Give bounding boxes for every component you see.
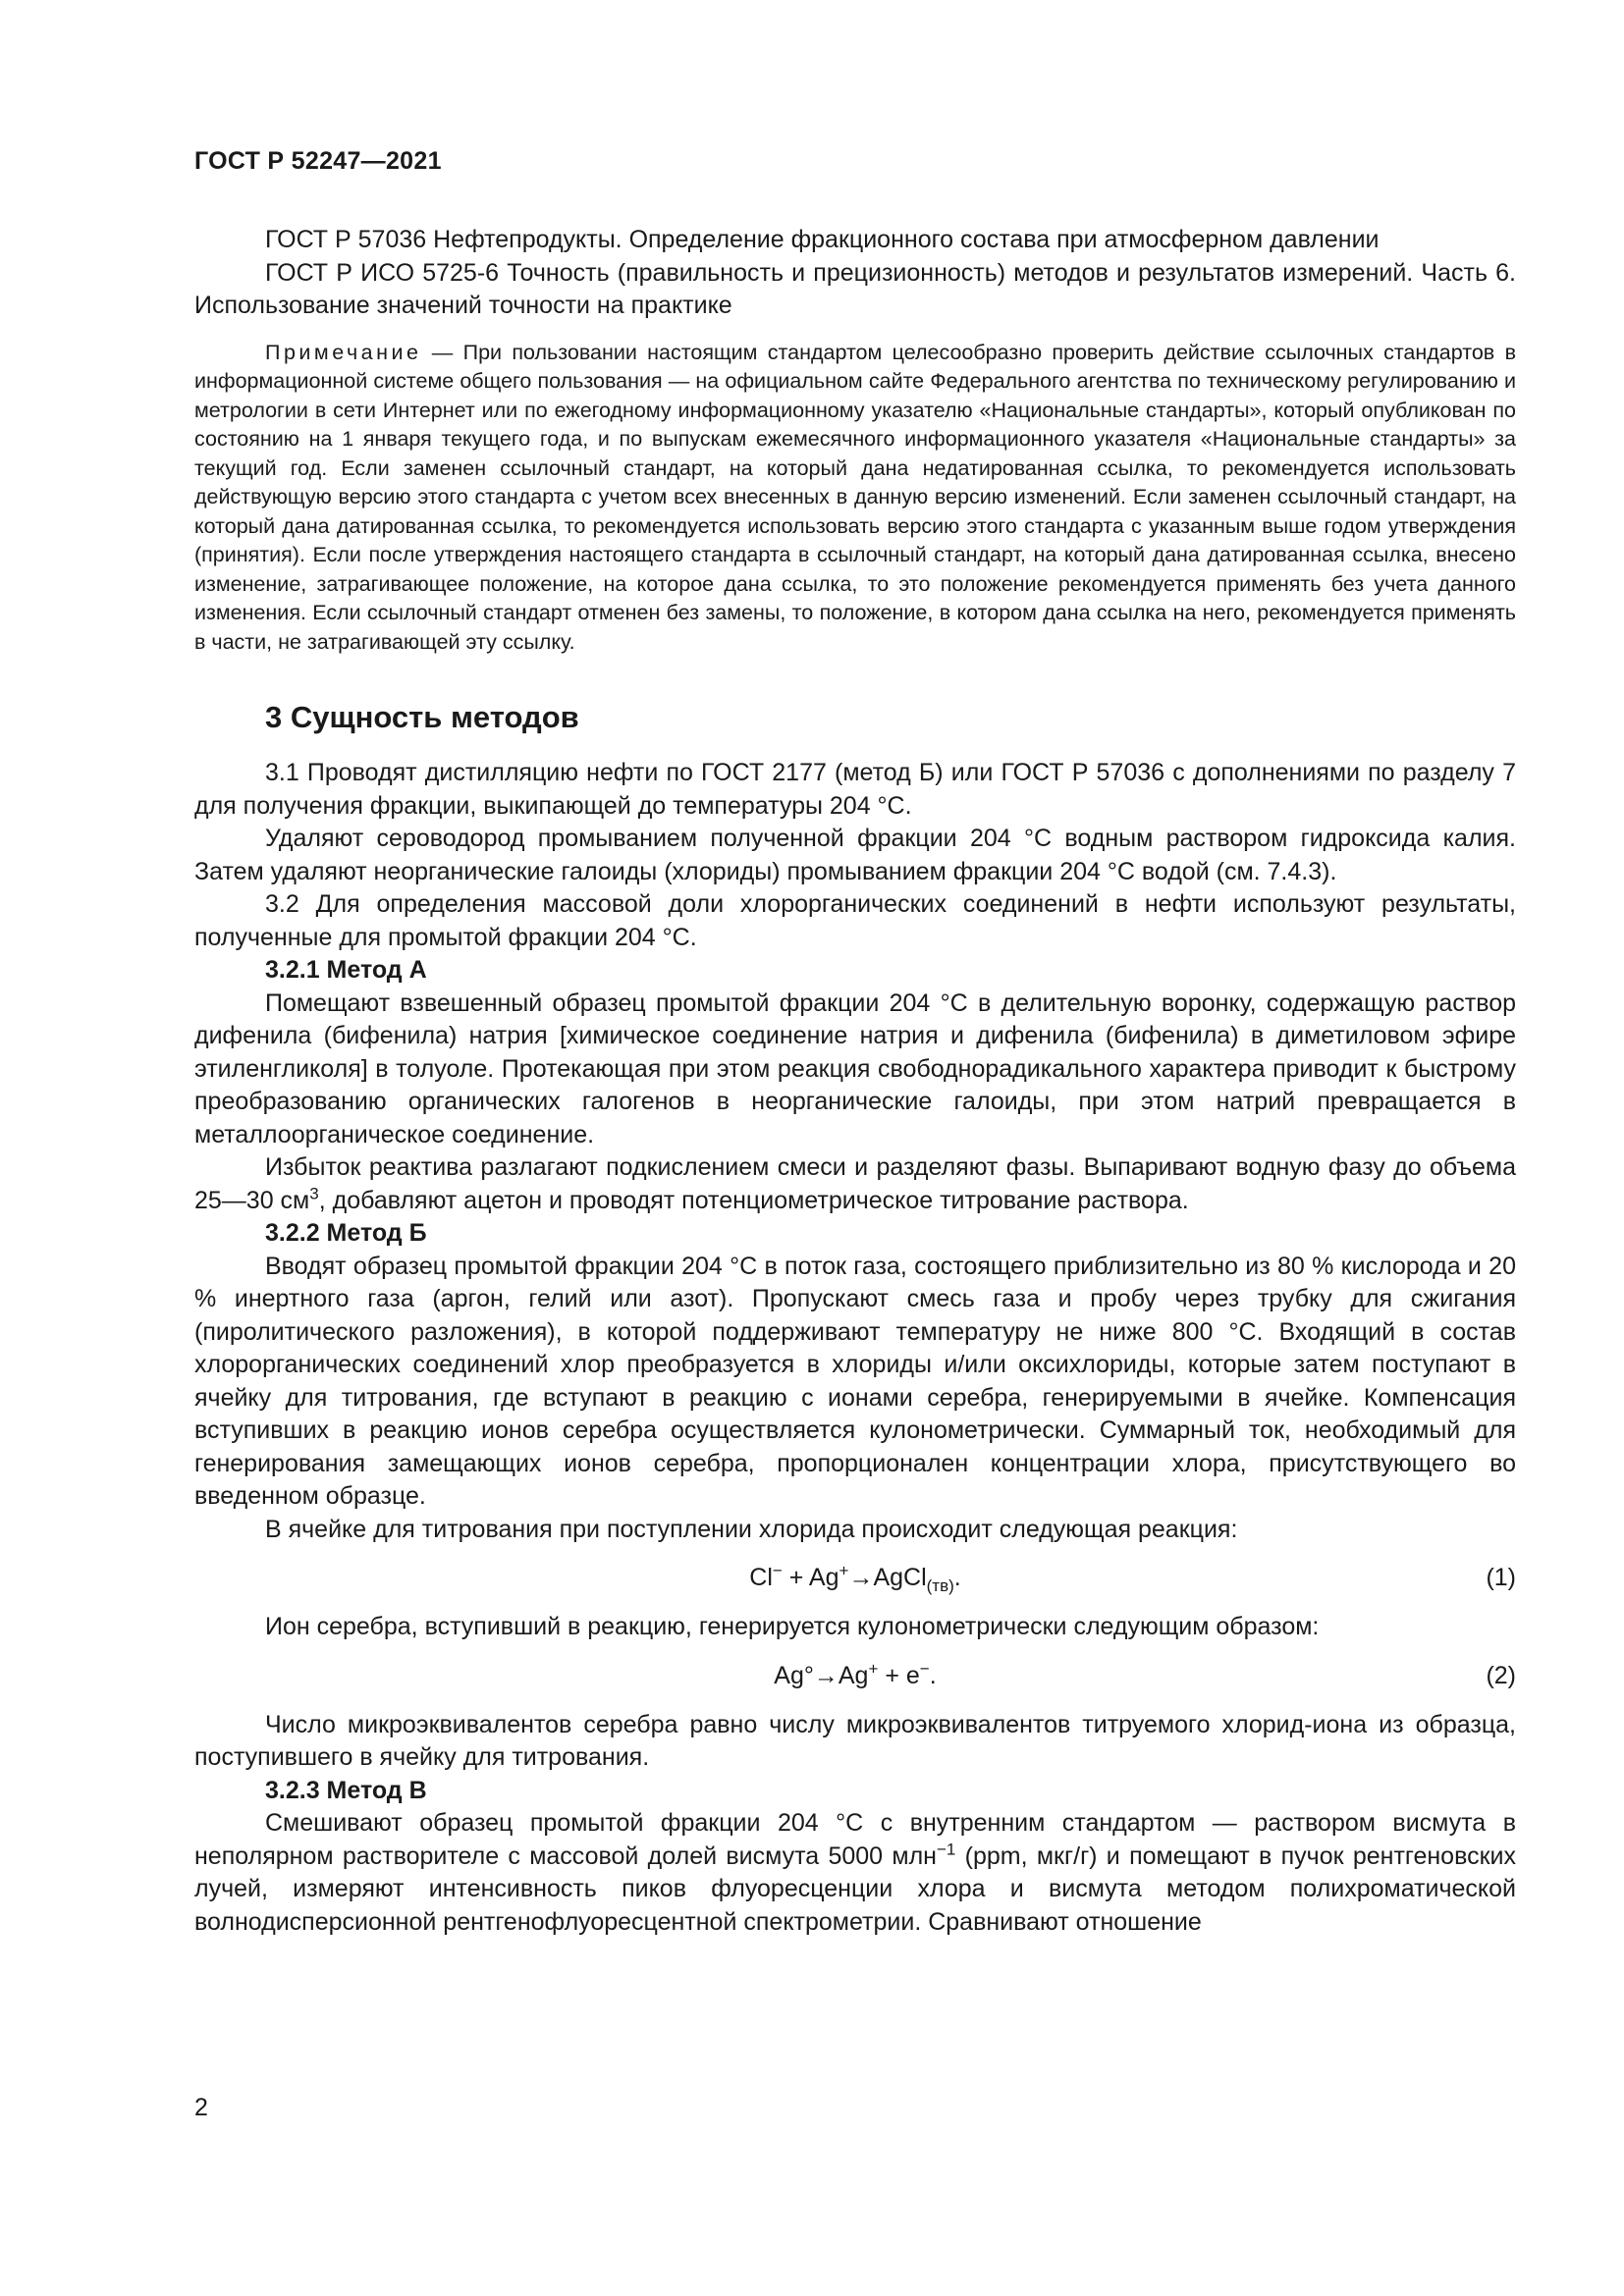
paragraph-method-a: Помещают взвешенный образец промытой фракции 204 °С в делительную воронку, содержащую раствор дифенила (бифенила) натрия [химическое соединение натрия и дифенила (бифенила) в диметиловом эфире этиленгликоля] в толуоле. Протекающая при этом реакция свободнорадикального характера приводит к быстрому преобразованию органических галогенов в неорганические галоиды, при этом натрий превращается в металлоорганическое соединение. (194, 988, 1516, 1148)
paragraph-method-b: Вводят образец промытой фракции 204 °С в поток газа, состоящего приблизительно из 80 % кислорода и 20 % инертного газа (аргон, гелий или азот). Пропускают смесь газа и пробу через трубку для сжигания (пиролитического разложения), в которой поддерживают температуру не ниже 800 °С. Входящий в состав хлорорганических соединений хлор преобразуется в хлориды и/или оксихлориды, которые затем поступают в ячейку для титрования, где вступают в реакцию с ионами серебра, генерируемыми в ячейке. Компенсация вступивших в реакцию ионов серебра осуществляется кулонометрически. Суммарный ток, необходимый для генерирования замещающих ионов серебра, пропорционален концентрации хлора, присутствующего во введенном образце. (194, 1252, 1516, 1510)
text-fragment: , добавляют ацетон и проводят потенциометрическое титрование раствора. (318, 1186, 1189, 1214)
page-number: 2 (194, 2094, 208, 2121)
eq-sup: + (868, 1659, 879, 1679)
eq-sup: + (839, 1561, 849, 1580)
eq-text: Ag°→Ag (774, 1661, 869, 1689)
eq-text: + Ag (782, 1564, 839, 1591)
equation-1-body (194, 1558, 1516, 1597)
document-header: ГОСТ Р 52247—2021 (194, 147, 442, 175)
paragraph-hydrogen-sulfide: Удаляют сероводород промыванием полученной фракции 204 °С водным раствором гидроксида калия. Затем удаляют неорганические галоиды (хлориды) промыванием фракции 204 °С водой (см. 7.4.3). (194, 825, 1516, 885)
paragraph-3-1: 3.1 Проводят дистилляцию нефти по ГОСТ 2177 (метод Б) или ГОСТ Р 57036 с дополнениями по разделу 7 для получения фракции, выкипающей до температуры 204 °С. (194, 759, 1516, 820)
subheading-3-2-3: 3.2.3 Метод В (265, 1776, 427, 1804)
paragraph-titration-reaction: В ячейке для титрования при поступлении хлорида происходит следующая реакция: (265, 1515, 1238, 1543)
note-paragraph (194, 339, 1516, 658)
subheading-3-2-1: 3.2.1 Метод А (265, 956, 427, 984)
paragraph-reagent-excess (194, 1151, 1516, 1217)
equation-1 (194, 1558, 1516, 1597)
subheading-3-2-2: 3.2.2 Метод Б (265, 1219, 427, 1247)
note-text: — При пользовании настоящим стандартом целесообразно проверить действие ссылочных стандартов в информационной системе общего пользования — на официальном сайте Федерального агентства по техническому регулированию и метрологии в сети Интернет или по ежегодному информационному указателю «Национальные стандарты», который опубликован по состоянию на 1 января текущего года, и по выпускам ежемесячного информационного указателя «Национальные стандарты» за текущий год. Если заменен ссылочный стандарт, на который дана недатированная ссылка, то рекомендуется использовать действующую версию этого стандарта с учетом всех внесенных в данную версию изменений. Если заменен ссылочный стандарт, на который дана датированная ссылка, то рекомендуется использовать версию этого стандарта с указанным выше годом утверждения (принятия). Если после утверждения настоящего стандарта в ссылочный стандарт, на который дана датированная ссылка, внесено изменение, затрагивающее положение, на которое дана ссылка, то это положение рекомендуется применять без учета данного изменения. Если ссылочный стандарт отменен без замены, то положение, в котором дана ссылка на него, рекомендуется применять в части, не затрагивающей эту ссылку. (194, 340, 1516, 654)
eq-text: . (953, 1564, 961, 1591)
section-title: 3 Сущность методов (265, 700, 579, 734)
equation-2-body (194, 1656, 1516, 1695)
note-label: Примечание (265, 340, 422, 364)
text-fragment: Избыток реактива разлагают подкислением смеси и разделяют фазы. Выпаривают водную фазу до объема 25—30 см (194, 1153, 1516, 1214)
eq-text: →AgCl (848, 1564, 927, 1591)
eq-sup: − (919, 1659, 930, 1679)
superscript: −1 (936, 1840, 956, 1859)
eq-text: + e (878, 1661, 920, 1689)
text-fragment: Смешивают образец промытой фракции 204 °С с внутренним стандартом — раствором висмута в неполярном растворителе с массовой долей висмута 5000 млн (194, 1809, 1516, 1870)
superscript: 3 (309, 1184, 319, 1203)
text-fragment: (ppm, мкг/г) и помещают в пучок рентгеновских лучей, измеряют интенсивность пиков флуоресценции хлора и висмута методом полихроматической волнодисперсионной рентгенофлуоресцентной спектрометрии. Сравнивают отношение (194, 1842, 1516, 1936)
eq-text: . (929, 1661, 937, 1689)
reference-gost-5725-6: ГОСТ Р ИСО 5725-6 Точность (правильность и прецизионность) методов и результатов измерений. Часть 6. Использование значений точности на практике (194, 258, 1516, 319)
eq-sub: (тв) (926, 1576, 954, 1595)
paragraph-silver-ion: Ион серебра, вступивший в реакцию, генерируется кулонометрически следующим образом: (265, 1613, 1320, 1640)
paragraph-microequivalents: Число микроэквивалентов серебра равно числу микроэквивалентов титруемого хлорид-иона из образца, поступившего в ячейку для титрования. (194, 1710, 1516, 1771)
reference-gost-57036: ГОСТ Р 57036 Нефтепродукты. Определение фракционного состава при атмосферном давлении (265, 226, 1380, 253)
eq-text: Cl (749, 1564, 773, 1591)
equation-1-number: (1) (1486, 1564, 1516, 1591)
paragraph-3-2: 3.2 Для определения массовой доли хлорорганических соединений в нефти используют результаты, полученные для промытой фракции 204 °С. (194, 890, 1516, 951)
equation-2-number: (2) (1486, 1661, 1516, 1689)
paragraph-method-v (194, 1807, 1516, 1939)
eq-sup: − (772, 1561, 783, 1580)
equation-2 (194, 1656, 1516, 1695)
page-content (194, 224, 1516, 1939)
